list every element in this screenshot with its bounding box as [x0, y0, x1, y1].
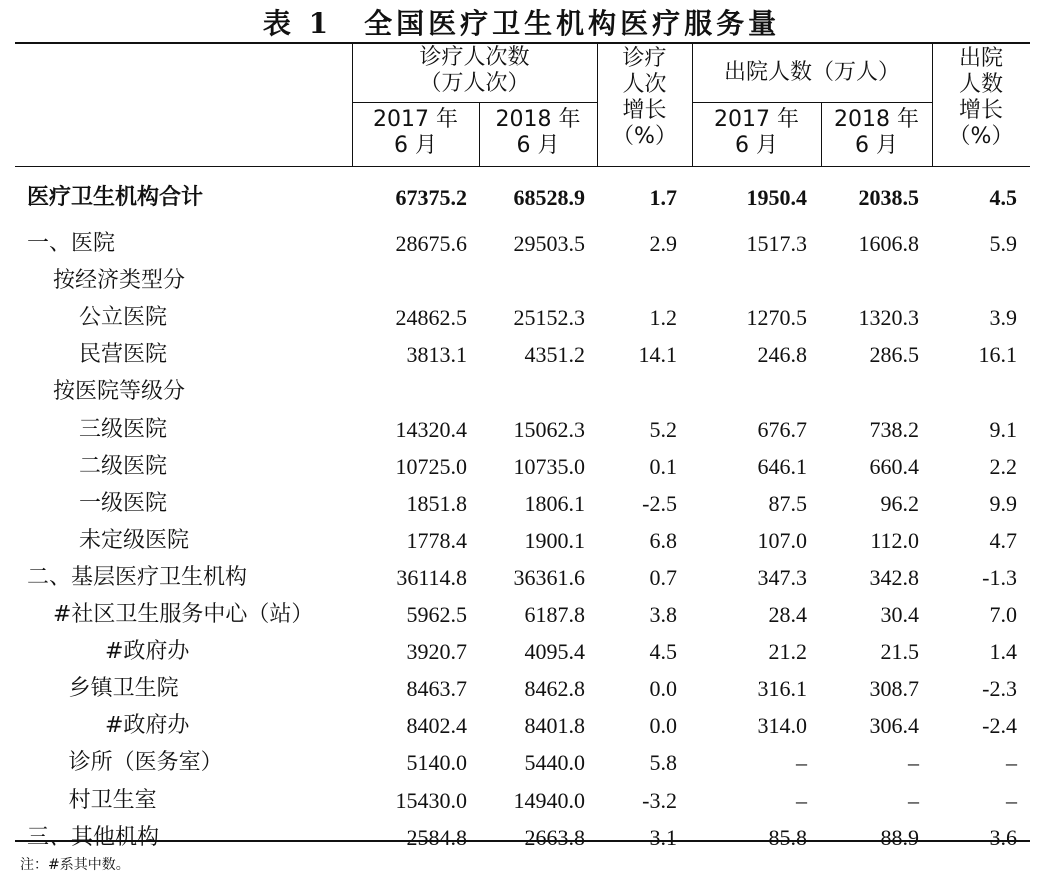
header-visits: 诊疗人次数 （万人次） [419, 45, 530, 96]
cell-dg: – [1006, 787, 1017, 813]
row-label: 按经济类型分 [53, 268, 186, 294]
cell-v17: 15430.0 [395, 787, 467, 813]
cell-v17: 1851.8 [406, 490, 467, 516]
cell-d18: 738.2 [869, 416, 919, 442]
cell-d18: 2038.5 [858, 185, 919, 210]
cell-vg: -2.5 [642, 490, 677, 516]
cell-d17: – [796, 787, 807, 813]
row-label: 二级医院 [79, 453, 168, 479]
cell-v18: 36361.6 [513, 564, 585, 590]
table-row [15, 225, 1030, 262]
header-rule [15, 166, 1030, 167]
cell-vg: 1.2 [649, 305, 677, 331]
cell-dg: 9.9 [989, 490, 1017, 516]
cell-d17: 246.8 [757, 342, 807, 368]
cell-dg: 16.1 [978, 342, 1017, 368]
cell-d17: 85.8 [768, 824, 807, 850]
table-title: 表 1 全国医疗卫生机构医疗服务量 [262, 7, 781, 40]
row-label: 诊所（医务室） [68, 750, 223, 776]
cell-d17: 28.4 [768, 602, 807, 627]
cell-vg: 0.0 [649, 676, 677, 702]
cell-vg: 3.8 [649, 602, 677, 627]
cell-dg: 9.1 [989, 416, 1017, 442]
cell-d18: 88.9 [880, 824, 919, 850]
table-row [15, 411, 1030, 448]
cell-v17: 3920.7 [406, 639, 467, 665]
header-discharge-growth: 出院 人数 增长 （%） [948, 46, 1014, 149]
cell-dg: 1.4 [989, 639, 1017, 665]
cell-d17: 21.2 [768, 639, 807, 665]
cell-v17: 8402.4 [406, 713, 467, 739]
cell-v17: 14320.4 [395, 416, 467, 442]
table-row [15, 485, 1030, 522]
cell-v17: 10725.0 [395, 453, 467, 479]
cell-d18: 660.4 [869, 453, 919, 479]
cell-v18: 1900.1 [524, 527, 585, 553]
cell-vg: 0.7 [649, 564, 677, 590]
cell-d18: 308.7 [869, 676, 919, 702]
table-row [15, 448, 1030, 485]
cell-vg: 6.8 [649, 527, 677, 553]
cell-d17: 676.7 [757, 416, 807, 442]
cell-d18: 342.8 [869, 564, 919, 590]
cell-v17: 3813.1 [406, 342, 467, 368]
row-label: #政府办 [105, 639, 190, 665]
cell-vg: 2.9 [649, 231, 677, 256]
table-row [15, 336, 1030, 373]
header-discharge-2017: 2017 年 6 月 [714, 107, 799, 158]
cell-vg: 3.1 [649, 824, 677, 850]
group-underline [352, 102, 597, 103]
cell-dg: 4.7 [989, 527, 1017, 553]
cell-d18: – [908, 750, 919, 776]
cell-v18: 15062.3 [513, 416, 585, 442]
cell-d17: 107.0 [757, 527, 807, 553]
cell-v18: 14940.0 [513, 787, 585, 813]
cell-v17: 1778.4 [406, 527, 467, 553]
cell-d17: 1950.4 [746, 185, 807, 210]
cell-dg: 5.9 [989, 231, 1017, 256]
cell-v18: 25152.3 [513, 305, 585, 331]
cell-dg: 4.5 [989, 185, 1017, 210]
row-label: 按医院等级分 [53, 379, 186, 405]
cell-d17: 646.1 [757, 453, 807, 479]
table-row [15, 633, 1030, 670]
cell-dg: -2.3 [982, 676, 1017, 702]
cell-d17: 1517.3 [746, 231, 807, 256]
group-underline [692, 102, 932, 103]
cell-vg: 5.8 [649, 750, 677, 776]
cell-v17: 67375.2 [395, 185, 467, 210]
cell-vg: 0.0 [649, 713, 677, 739]
cell-dg: -2.4 [982, 713, 1017, 739]
cell-v17: 28675.6 [395, 231, 467, 256]
cell-v17: 36114.8 [396, 564, 467, 590]
cell-d17: 87.5 [768, 490, 807, 516]
cell-d18: 286.5 [869, 342, 919, 368]
cell-vg: -3.2 [642, 787, 677, 813]
row-label: 一、医院 [27, 231, 116, 256]
cell-d18: – [908, 787, 919, 813]
cell-d17: 316.1 [757, 676, 807, 702]
cell-v18: 8401.8 [524, 713, 585, 739]
cell-v18: 8462.8 [524, 676, 585, 702]
table-row [15, 262, 1030, 299]
row-label: 村卫生室 [68, 787, 157, 813]
cell-v18: 29503.5 [513, 231, 585, 256]
cell-dg: 2.2 [989, 453, 1017, 479]
cell-v17: 5140.0 [406, 750, 467, 776]
table-row [15, 559, 1030, 596]
cell-v17: 2584.8 [406, 824, 467, 850]
table-row [15, 522, 1030, 559]
cell-v18: 2663.8 [524, 824, 585, 850]
cell-v18: 4095.4 [524, 639, 585, 665]
row-label: 民营医院 [79, 342, 168, 368]
cell-v18: 68528.9 [513, 185, 585, 210]
row-label: 三级医院 [79, 416, 168, 442]
row-label: 三、其他机构 [27, 824, 160, 850]
cell-dg: – [1006, 750, 1017, 776]
cell-v18: 1806.1 [524, 490, 585, 516]
row-label: #社区卫生服务中心（站） [53, 602, 314, 627]
header-visits-2017: 2017 年 6 月 [373, 107, 458, 158]
cell-dg: 7.0 [989, 602, 1017, 627]
table-row [15, 707, 1030, 744]
row-label: #政府办 [105, 713, 190, 739]
row-label: 一级医院 [79, 490, 168, 516]
table-row [15, 782, 1030, 819]
header-visits-growth: 诊疗 人次 增长 （%） [612, 46, 677, 149]
cell-d18: 1320.3 [858, 305, 919, 331]
cell-dg: -1.3 [982, 564, 1017, 590]
footnote: 注：#系其中数。 [20, 857, 130, 873]
table-row [15, 299, 1030, 336]
cell-d17: 347.3 [757, 564, 807, 590]
cell-v18: 5440.0 [524, 750, 585, 776]
table-row [15, 596, 1030, 633]
cell-vg: 4.5 [649, 639, 677, 665]
row-label: 公立医院 [79, 305, 168, 331]
cell-d17: 1270.5 [746, 305, 807, 331]
row-label: 乡镇卫生院 [68, 676, 179, 702]
cell-v17: 8463.7 [406, 676, 467, 702]
cell-v18: 6187.8 [524, 602, 585, 627]
cell-vg: 5.2 [649, 416, 677, 442]
cell-d18: 30.4 [880, 602, 919, 627]
table-row [15, 670, 1030, 707]
cell-dg: 3.9 [989, 305, 1017, 331]
header-discharge: 出院人数（万人） [723, 60, 900, 85]
cell-d18: 306.4 [869, 713, 919, 739]
cell-d18: 21.5 [880, 639, 919, 665]
table-row [15, 819, 1030, 856]
table-total-row [15, 179, 1030, 216]
cell-vg: 1.7 [649, 185, 677, 210]
cell-vg: 0.1 [649, 453, 677, 479]
table-row [15, 373, 1030, 410]
cell-v17: 5962.5 [406, 602, 467, 627]
cell-d18: 112.0 [870, 527, 919, 553]
row-label: 医疗卫生机构合计 [27, 185, 204, 210]
cell-v18: 4351.2 [524, 342, 585, 368]
table-row [15, 744, 1030, 781]
cell-vg: 14.1 [638, 342, 677, 368]
cell-dg: 3.6 [989, 824, 1017, 850]
cell-d18: 96.2 [880, 490, 919, 516]
header-visits-2018: 2018 年 6 月 [495, 107, 581, 158]
cell-d18: 1606.8 [858, 231, 919, 256]
cell-d17: 314.0 [757, 713, 807, 739]
cell-v18: 10735.0 [513, 453, 585, 479]
row-label: 未定级医院 [79, 527, 190, 553]
cell-v17: 24862.5 [395, 305, 467, 331]
row-label: 二、基层医疗卫生机构 [27, 564, 248, 590]
cell-d17: – [796, 750, 807, 776]
header-discharge-2018: 2018 年 6 月 [834, 107, 919, 158]
top-rule [15, 42, 1030, 44]
